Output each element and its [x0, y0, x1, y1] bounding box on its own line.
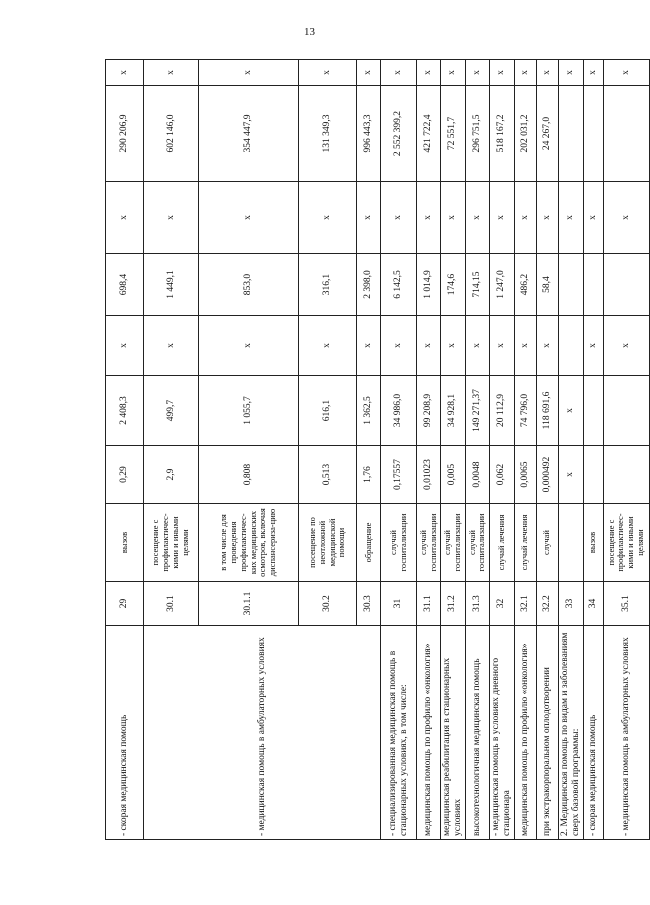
row-col10: х	[357, 60, 381, 86]
row-norm: 0,000492	[536, 446, 558, 504]
row-name: медицинская помощь по профилю «онкология»	[417, 626, 441, 840]
row-unit: случай госпитализации	[465, 504, 489, 582]
row-col7: 714,15	[465, 254, 489, 316]
row-col9: 421 722,4	[417, 86, 441, 182]
row-col7	[583, 254, 603, 316]
row-col9: 602 146,0	[144, 86, 199, 182]
row-unit: вызов	[106, 504, 144, 582]
table-row	[144, 60, 199, 840]
row-number: 32.2	[536, 582, 558, 626]
row-norm: 0,29	[106, 446, 144, 504]
table-row	[441, 60, 466, 840]
row-number: 34	[583, 582, 603, 626]
row-unit: посещение по неотложной медицинской помощи	[299, 504, 357, 582]
row-norm: 0,0048	[465, 446, 489, 504]
row-cost: 74 796,0	[514, 376, 536, 446]
row-number: 30.2	[299, 582, 357, 626]
row-name: - медицинская помощь в амбулаторных условиях	[144, 626, 381, 840]
row-unit: случай	[536, 504, 558, 582]
row-unit: случай лечения	[489, 504, 514, 582]
row-cost: 118 691,6	[536, 376, 558, 446]
row-number: 31.2	[441, 582, 466, 626]
row-col6: х	[199, 316, 299, 376]
row-name: - медицинская помощь в условиях дневного стационара	[489, 626, 514, 840]
rotated-table-container	[105, 60, 645, 840]
row-number: 30.3	[357, 582, 381, 626]
row-col10: х	[144, 60, 199, 86]
row-cost: 2 408,3	[106, 376, 144, 446]
row-col8: х	[583, 182, 603, 254]
row-unit: посещение с профилактичес-кими и иными целями	[603, 504, 649, 582]
row-col9: 290 206,9	[106, 86, 144, 182]
row-col6: х	[583, 316, 603, 376]
row-col6: х	[299, 316, 357, 376]
row-col10: х	[603, 60, 649, 86]
row-col8: х	[514, 182, 536, 254]
table-row	[514, 60, 536, 840]
row-unit: вызов	[583, 504, 603, 582]
row-col8: х	[417, 182, 441, 254]
row-col10: х	[489, 60, 514, 86]
row-col7: 1 014,9	[417, 254, 441, 316]
row-norm: х	[558, 446, 583, 504]
row-norm: 0,062	[489, 446, 514, 504]
row-norm: 0,808	[199, 446, 299, 504]
row-col8: х	[441, 182, 466, 254]
row-norm: 0,513	[299, 446, 357, 504]
table-row	[106, 60, 144, 840]
row-col8: х	[106, 182, 144, 254]
table-row	[558, 60, 583, 840]
row-cost: х	[558, 376, 583, 446]
row-col6: х	[441, 316, 466, 376]
row-col10: х	[199, 60, 299, 86]
row-col7: 853,0	[199, 254, 299, 316]
row-col9: 131 349,3	[299, 86, 357, 182]
row-col7: 6 142,5	[381, 254, 417, 316]
row-col7: 316,1	[299, 254, 357, 316]
row-col8: х	[603, 182, 649, 254]
row-col8: х	[465, 182, 489, 254]
row-name: 2. Медицинская помощь по видам и заболеваниям сверх базовой программы:	[558, 626, 583, 840]
row-col9: 24 267,0	[536, 86, 558, 182]
row-col7	[603, 254, 649, 316]
row-cost	[583, 376, 603, 446]
row-norm	[603, 446, 649, 504]
row-number: 35.1	[603, 582, 649, 626]
row-col7: 174,6	[441, 254, 466, 316]
row-col6: х	[603, 316, 649, 376]
row-norm: 2,9	[144, 446, 199, 504]
row-col8: х	[381, 182, 417, 254]
row-col10: х	[465, 60, 489, 86]
row-norm: 0,0065	[514, 446, 536, 504]
row-name: - медицинская помощь в амбулаторных условиях	[603, 626, 649, 840]
table-row	[465, 60, 489, 840]
page-number: 13	[304, 26, 315, 38]
row-norm: 0,17557	[381, 446, 417, 504]
row-cost: 1 055,7	[199, 376, 299, 446]
row-number: 29	[106, 582, 144, 626]
row-norm: 0,01023	[417, 446, 441, 504]
row-number: 32	[489, 582, 514, 626]
row-name: медицинская реабилитация в стационарных условиях	[441, 626, 466, 840]
row-col8: х	[489, 182, 514, 254]
row-col10: х	[299, 60, 357, 86]
row-number: 31.3	[465, 582, 489, 626]
row-col7: 698,4	[106, 254, 144, 316]
row-col6: х	[536, 316, 558, 376]
row-col6: х	[514, 316, 536, 376]
row-cost: 616,1	[299, 376, 357, 446]
row-col9: 518 167,2	[489, 86, 514, 182]
row-col6: х	[417, 316, 441, 376]
table-row	[603, 60, 649, 840]
row-name: - специализированная медицинская помощь в стационарных условиях, в том числе:	[381, 626, 417, 840]
row-col7: 486,2	[514, 254, 536, 316]
row-number: 33	[558, 582, 583, 626]
row-col6: х	[357, 316, 381, 376]
row-col10: х	[514, 60, 536, 86]
row-cost: 99 208,9	[417, 376, 441, 446]
row-cost: 20 112,9	[489, 376, 514, 446]
row-col9	[583, 86, 603, 182]
row-cost	[603, 376, 649, 446]
row-unit: посещение с профилактичес-кими и иными целями	[144, 504, 199, 582]
row-number: 31	[381, 582, 417, 626]
table-row	[417, 60, 441, 840]
row-cost: 34 928,1	[441, 376, 466, 446]
row-col9: 354 447,9	[199, 86, 299, 182]
row-col9	[603, 86, 649, 182]
row-col9: 2 552 399,2	[381, 86, 417, 182]
row-col8: х	[144, 182, 199, 254]
row-col9: 72 551,7	[441, 86, 466, 182]
row-col6: х	[144, 316, 199, 376]
row-number: 31.1	[417, 582, 441, 626]
row-unit	[558, 504, 583, 582]
row-col7	[558, 254, 583, 316]
row-col7: 2 398,0	[357, 254, 381, 316]
row-col10: х	[381, 60, 417, 86]
row-col10: х	[106, 60, 144, 86]
row-col7: 58,4	[536, 254, 558, 316]
table-row	[536, 60, 558, 840]
row-col9: 296 751,5	[465, 86, 489, 182]
row-cost: 34 986,0	[381, 376, 417, 446]
row-norm	[583, 446, 603, 504]
row-number: 30.1	[144, 582, 199, 626]
row-col8: х	[357, 182, 381, 254]
row-col7: 1 247,0	[489, 254, 514, 316]
row-col7: 1 449,1	[144, 254, 199, 316]
table-row	[381, 60, 417, 840]
row-col8: х	[299, 182, 357, 254]
row-norm: 0,005	[441, 446, 466, 504]
row-col8: х	[199, 182, 299, 254]
row-name: при экстракорпоральном оплодотворении	[536, 626, 558, 840]
row-col9: 996 443,3	[357, 86, 381, 182]
row-col6: х	[489, 316, 514, 376]
table-row	[489, 60, 514, 840]
row-unit: в том числе для проведения профилактичес-ких медицинских осмотров, включая диспансериза-цию	[199, 504, 299, 582]
row-col9: 202 031,2	[514, 86, 536, 182]
funding-table	[105, 59, 650, 840]
row-col10: х	[441, 60, 466, 86]
row-col6: х	[465, 316, 489, 376]
row-col6	[558, 316, 583, 376]
row-col9	[558, 86, 583, 182]
row-cost: 149 271,37	[465, 376, 489, 446]
row-col6: х	[381, 316, 417, 376]
row-col10: х	[558, 60, 583, 86]
row-number: 30.1.1	[199, 582, 299, 626]
row-number: 32.1	[514, 582, 536, 626]
row-name: высокотехнологичная медицинская помощь	[465, 626, 489, 840]
row-unit: случай госпитализации	[417, 504, 441, 582]
row-col10: х	[417, 60, 441, 86]
row-name: - скорая медицинская помощь	[106, 626, 144, 840]
row-name: - скорая медицинская помощь	[583, 626, 603, 840]
row-unit: случай госпитализации	[381, 504, 417, 582]
row-name: медицинская помощь по профилю «онкология»	[514, 626, 536, 840]
row-col10: х	[583, 60, 603, 86]
row-col10: х	[536, 60, 558, 86]
row-cost: 499,7	[144, 376, 199, 446]
row-norm: 1,76	[357, 446, 381, 504]
table-row	[583, 60, 603, 840]
row-unit: случай госпитализации	[441, 504, 466, 582]
row-col6: х	[106, 316, 144, 376]
row-unit: случай лечения	[514, 504, 536, 582]
row-col8: х	[558, 182, 583, 254]
row-col8: х	[536, 182, 558, 254]
row-unit: обращение	[357, 504, 381, 582]
row-cost: 1 362,5	[357, 376, 381, 446]
